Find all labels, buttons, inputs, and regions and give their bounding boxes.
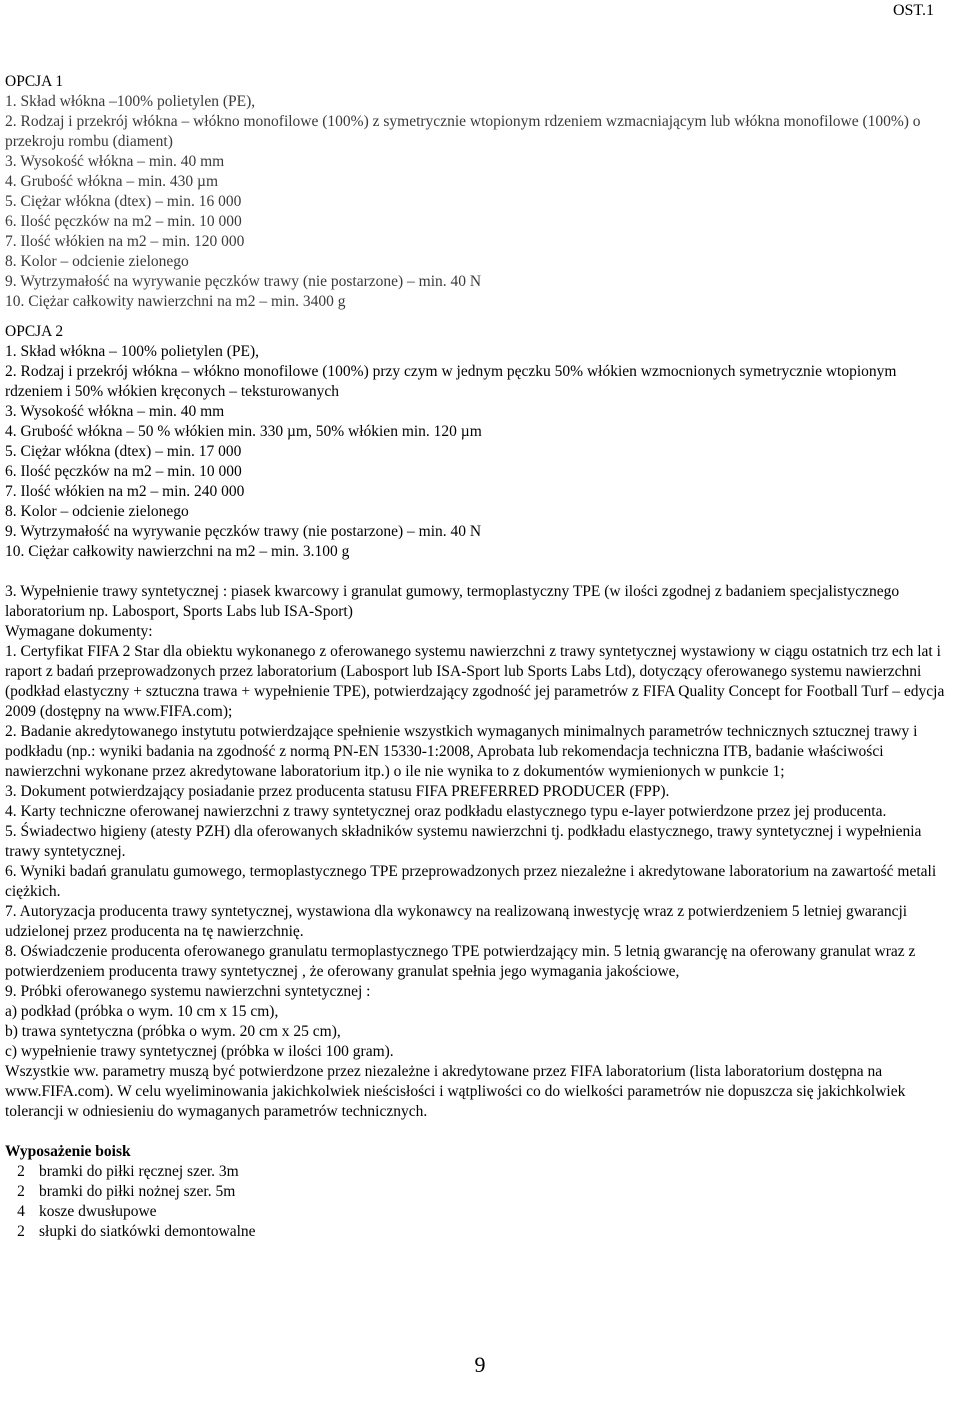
equipment-item (5, 1222, 955, 1242)
option-2-item: 8. Kolor – odcienie zielonego (5, 503, 189, 520)
option-2-item: 1. Skład włókna – 100% polietylen (PE), (5, 343, 259, 360)
document-item: 6. Wyniki badań granulatu gumowego, termoplastycznego TPE przeprowadzonych przez niezależne i akredytowane laboratorium na zawartość metali ciężkich. (5, 863, 937, 900)
equipment-item (5, 1162, 955, 1182)
equipment-title: Wyposażenie boisk (5, 1143, 131, 1160)
option-1-item: 5. Ciężar włókna (dtex) – min. 16 000 (5, 193, 242, 210)
option-2-list (5, 342, 955, 562)
page-number: 9 (474, 1352, 486, 1377)
equipment-label: bramki do piłki ręcznej szer. 3m (39, 1163, 239, 1180)
option-1-item: 3. Wysokość włókna – min. 40 mm (5, 153, 225, 170)
option-1-item: 10. Ciężar całkowity nawierzchni na m2 – min. 3400 g (5, 293, 346, 310)
equipment-quantity: 4 (17, 1203, 25, 1220)
sample-item: b) trawa syntetyczna (próbka o wym. 20 cm x 25 cm), (5, 1023, 341, 1040)
option-2-item: 3. Wysokość włókna – min. 40 mm (5, 403, 225, 420)
document-item: 5. Świadectwo higieny (atesty PZH) dla oferowanych składników systemu nawierzchni tj. podkładu elastycznego, trawy syntetycznej i wypełnienia trawy syntetycznej. (5, 823, 922, 860)
option-1-item: 4. Grubość włókna – min. 430 µm (5, 173, 218, 190)
option-2-title: OPCJA 2 (5, 323, 64, 340)
infill-paragraph: 3. Wypełnienie trawy syntetycznej : piasek kwarcowy i granulat gumowy, termoplastyczny TPE (w ilości zgodnej z badaniem specjalistycznego laboratorium np. Labosport, Sports Labs lub ISA-Sport) (5, 583, 900, 620)
option-1-title: OPCJA 1 (5, 73, 64, 90)
requirements-section (5, 582, 955, 1122)
option-1-item: 7. Ilość włókien na m2 – min. 120 000 (5, 233, 245, 250)
option-2-item: 7. Ilość włókien na m2 – min. 240 000 (5, 483, 245, 500)
equipment-item (5, 1182, 955, 1202)
document-item: 3. Dokument potwierdzający posiadanie przez producenta statusu FIFA PREFERRED PRODUCER (FPP). (5, 783, 670, 800)
option-1-section (5, 72, 955, 312)
option-1-item: 8. Kolor – odcienie zielonego (5, 253, 189, 270)
required-documents-title: Wymagane dokumenty: (5, 623, 153, 640)
equipment-section (5, 1142, 955, 1242)
option-1-item: 1. Skład włókna –100% polietylen (PE), (5, 93, 256, 110)
document-item: 1. Certyfikat FIFA 2 Star dla obiektu wykonanego z oferowanego systemu nawierzchni z trawy syntetycznej wystawiony w ciągu ostatnich trz ech lat i raport z badań przeprowadzonych przez laboratorium (Labosport lub ISA-Sport lub Sports Labs Ltd), dotyczący oferowanego systemu nawierzchni (podkład elastyczny + sztuczna trawa + wypełnienie TPE), potwierdzający zgodność jej parametrów z FIFA Quality Concept for Football Turf – edycja 2009 (dostępny na www.FIFA.com); (5, 643, 945, 720)
document-header: OST.1 (892, 2, 934, 19)
option-1-item: 9. Wytrzymałość na wyrywanie pęczków trawy (nie postarzone) – min. 40 N (5, 273, 482, 290)
equipment-quantity: 2 (17, 1223, 25, 1240)
equipment-label: kosze dwusłupowe (39, 1203, 157, 1220)
sample-item: a) podkład (próbka o wym. 10 cm x 15 cm), (5, 1003, 279, 1020)
option-2-item: 6. Ilość pęczków na m2 – min. 10 000 (5, 463, 242, 480)
option-2-item: 10. Ciężar całkowity nawierzchni na m2 – min. 3.100 g (5, 543, 350, 560)
option-1-list (5, 92, 955, 312)
equipment-quantity: 2 (17, 1183, 25, 1200)
document-item: 9. Próbki oferowanego systemu nawierzchni syntetycznej : (5, 983, 371, 1000)
equipment-label: bramki do piłki nożnej szer. 5m (39, 1183, 236, 1200)
document-body (5, 72, 955, 1242)
sample-item: c) wypełnienie trawy syntetycznej (próbka w ilości 100 gram). (5, 1043, 394, 1060)
document-item: 4. Karty techniczne oferowanej nawierzchni z trawy syntetycznej oraz podkładu elastycznego typu e-layer potwierdzone przez jej producenta. (5, 803, 887, 820)
option-1-item: 6. Ilość pęczków na m2 – min. 10 000 (5, 213, 242, 230)
document-item: 2. Badanie akredytowanego instytutu potwierdzające spełnienie wszystkich wymaganych minimalnych parametrów technicznych sztucznej trawy i podkładu (np.: wyniki badania na zgodność z normą PN-EN 15330-1:2008, Aprobata lub rekomendacja techniczna ITB, badanie właściwości nawierzchni wykonane przez akredytowane laboratorium itp.) o ile nie wynika to z dokumentów wymienionych w punkcie 1; (5, 723, 918, 780)
document-item: 8. Oświadczenie producenta oferowanego granulatu termoplastycznego TPE potwierdzający min. 5 letnią gwarancję na oferowany granulat wraz z potwierdzeniem producenta trawy syntetycznej , że oferowany granulat spełnia jego wymagania jakościowe, (5, 943, 916, 980)
document-item: 7. Autoryzacja producenta trawy syntetycznej, wystawiona dla wykonawcy na realizowaną inwestycję wraz z potwierdzeniem 5 letniej gwarancji udzielonej przez producenta na tę nawierzchnię. (5, 903, 908, 940)
option-2-item: 9. Wytrzymałość na wyrywanie pęczków trawy (nie postarzone) – min. 40 N (5, 523, 482, 540)
equipment-item (5, 1202, 955, 1222)
option-2-section (5, 322, 955, 562)
equipment-label: słupki do siatkówki demontowalne (39, 1223, 256, 1240)
equipment-quantity: 2 (17, 1163, 25, 1180)
option-2-item: 5. Ciężar włókna (dtex) – min. 17 000 (5, 443, 242, 460)
closing-paragraph: Wszystkie ww. parametry muszą być potwierdzone przez niezależne i akredytowane przez FIFA laboratorium (lista laboratorium dostępna na www.FIFA.com). W celu wyeliminowania jakichkolwiek nieścisłości i wątpliwości co do wielkości parametrów nie dopuszcza się jakichkolwiek tolerancji w odniesieniu do wymaganych parametrów technicznych. (5, 1063, 906, 1120)
option-1-item: 2. Rodzaj i przekrój włókna – włókno monofilowe (100%) z symetrycznie wtopionym rdzeniem wzmacniającym lub włókna monofilowe (100%) o przekroju rombu (diament) (5, 113, 921, 150)
option-2-item: 2. Rodzaj i przekrój włókna – włókno monofilowe (100%) przy czym w jednym pęczku 50% włókien wzmocnionych symetrycznie wtopionym rdzeniem i 50% włókien kręconych – teksturowanych (5, 363, 897, 400)
option-2-item: 4. Grubość włókna – 50 % włókien min. 330 µm, 50% włókien min. 120 µm (5, 423, 482, 440)
